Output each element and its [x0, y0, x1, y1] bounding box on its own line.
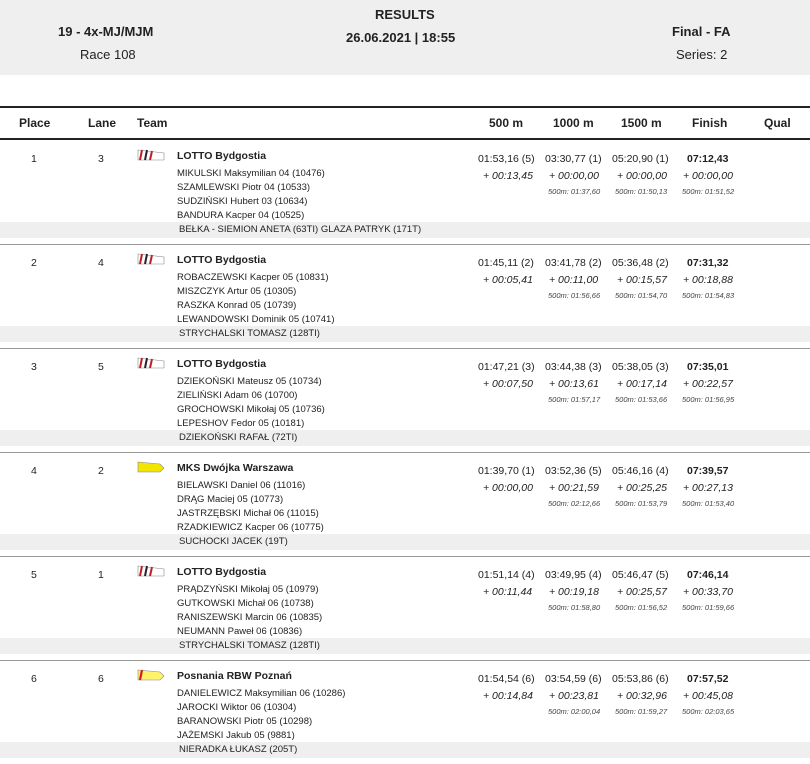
split-1500m-time: 05:53,86 (6): [612, 673, 669, 685]
split-500m-gap: + 00:07,50: [483, 378, 533, 390]
table-top-rule: [0, 106, 810, 108]
race-series: Series: 2: [676, 47, 728, 62]
crew-member: JAROCKI Wiktor 06 (10304): [177, 702, 297, 713]
race-datetime: 26.06.2021 | 18:55: [346, 30, 456, 45]
crew-member: BANDURA Kacper 04 (10525): [177, 210, 305, 221]
split-1500m-gap: + 00:17,14: [617, 378, 667, 390]
finish-pace: 500m: 01:54,83: [682, 291, 735, 300]
split-500m-time: 01:51,14 (4): [478, 569, 535, 581]
finish-time: 07:39,57: [687, 465, 729, 477]
split-500m-time: 01:45,11 (2): [478, 257, 534, 269]
finish-time: 07:35,01: [687, 361, 729, 373]
split-1000m-pace: 500m: 01:57,17: [548, 395, 601, 404]
finish-gap: + 00:27,13: [683, 482, 733, 494]
team-name: MKS Dwójka Warszawa: [177, 462, 294, 474]
coach-name: DZIEKOŃSKI RAFAŁ (72TI): [179, 432, 298, 443]
coach-name: NIERADKA ŁUKASZ (205T): [179, 744, 298, 755]
team-name: LOTTO Bydgostia: [177, 150, 267, 162]
col-1500m: 1500 m: [621, 116, 662, 130]
split-500m-gap: + 00:13,45: [483, 170, 533, 182]
row-divider: [0, 556, 810, 557]
result-row: [0, 556, 810, 660]
split-1500m-pace: 500m: 01:53,79: [615, 499, 668, 508]
split-1000m-time: 03:30,77 (1): [545, 153, 602, 165]
crew-member: ZIELIŃSKI Adam 06 (10700): [177, 390, 298, 401]
result-row: [0, 348, 810, 452]
split-1000m-time: 03:49,95 (4): [545, 569, 602, 581]
coach-name: BEŁKA - SIEMION ANETA (63TI) GLAZA PATRYK (171T): [179, 224, 422, 235]
split-1000m-gap: + 00:21,59: [549, 482, 599, 494]
finish-pace: 500m: 02:03,65: [682, 707, 735, 716]
crew-member: RZADKIEWICZ Kacper 06 (10775): [177, 522, 324, 533]
crew-member: SZAMLEWSKI Piotr 04 (10533): [177, 182, 311, 193]
crew-member: MIKULSKI Maksymilian 04 (10476): [177, 168, 325, 179]
split-1500m-time: 05:36,48 (2): [612, 257, 669, 269]
club-flag-icon: [136, 252, 166, 266]
split-1000m-gap: + 00:11,00: [549, 274, 599, 286]
lane-value: 6: [98, 673, 104, 685]
row-divider: [0, 452, 810, 453]
finish-gap: + 00:00,00: [683, 170, 733, 182]
split-1500m-time: 05:46,16 (4): [612, 465, 669, 477]
split-1000m-pace: 500m: 01:37,60: [548, 187, 601, 196]
place-value: 5: [31, 569, 37, 581]
race-phase: Final - FA: [672, 24, 731, 39]
crew-member: JAŻEMSKI Jakub 05 (9881): [177, 730, 295, 741]
crew-member: RANISZEWSKI Marcin 06 (10835): [177, 612, 323, 623]
place-value: 4: [31, 465, 37, 477]
club-flag-icon: [136, 564, 166, 578]
result-row: [0, 452, 810, 556]
split-1500m-pace: 500m: 01:54,70: [615, 291, 668, 300]
col-place: Place: [19, 116, 51, 130]
split-1500m-gap: + 00:32,96: [617, 690, 667, 702]
result-row: [0, 660, 810, 764]
split-1000m-time: 03:54,59 (6): [545, 673, 602, 685]
coach-bar: [0, 534, 810, 550]
split-1500m-gap: + 00:15,57: [617, 274, 667, 286]
crew-member: GUTKOWSKI Michał 06 (10738): [177, 598, 314, 609]
team-name: LOTTO Bydgostia: [177, 566, 267, 578]
crew-member: NEUMANN Paweł 06 (10836): [177, 626, 303, 637]
split-1000m-pace: 500m: 02:12,66: [548, 499, 601, 508]
split-1500m-gap: + 00:00,00: [617, 170, 667, 182]
finish-gap: + 00:45,08: [683, 690, 733, 702]
page-title: RESULTS: [375, 7, 435, 22]
split-1000m-time: 03:44,38 (3): [545, 361, 602, 373]
finish-gap: + 00:22,57: [683, 378, 733, 390]
crew-member: DZIEKOŃSKI Mateusz 05 (10734): [177, 376, 322, 387]
crew-member: RASZKA Konrad 05 (10739): [177, 300, 297, 311]
finish-gap: + 00:33,70: [683, 586, 733, 598]
coach-bar: [0, 742, 810, 758]
row-divider: [0, 660, 810, 661]
coach-bar: [0, 638, 810, 654]
split-500m-gap: + 00:00,00: [483, 482, 533, 494]
finish-time: 07:12,43: [687, 153, 729, 165]
col-500m: 500 m: [489, 116, 524, 130]
row-divider: [0, 348, 810, 349]
split-1500m-pace: 500m: 01:53,66: [615, 395, 668, 404]
split-1500m-gap: + 00:25,25: [617, 482, 667, 494]
split-500m-gap: + 00:14,84: [483, 690, 533, 702]
split-500m-gap: + 00:05,41: [483, 274, 533, 286]
split-1000m-pace: 500m: 01:58,80: [548, 603, 601, 612]
crew-member: PRĄDZYŃSKI Mikołaj 05 (10979): [177, 584, 319, 595]
split-1500m-pace: 500m: 01:59,27: [615, 707, 668, 716]
split-500m-time: 01:54,54 (6): [478, 673, 535, 685]
lane-value: 3: [98, 153, 104, 165]
col-1000m: 1000 m: [553, 116, 594, 130]
coach-name: STRYCHALSKI TOMASZ (128TI): [179, 640, 320, 651]
split-500m-time: 01:53,16 (5): [478, 153, 535, 165]
finish-gap: + 00:18,88: [683, 274, 733, 286]
place-value: 3: [31, 361, 37, 373]
finish-pace: 500m: 01:59,66: [682, 603, 735, 612]
team-name: Posnania RBW Poznań: [177, 670, 292, 682]
lane-value: 5: [98, 361, 104, 373]
team-name: LOTTO Bydgostia: [177, 254, 267, 266]
crew-member: GROCHOWSKI Mikołaj 05 (10736): [177, 404, 325, 415]
club-flag-icon: [136, 460, 166, 474]
split-500m-gap: + 00:11,44: [483, 586, 533, 598]
race-number: Race 108: [80, 47, 136, 62]
finish-time: 07:57,52: [687, 673, 729, 685]
crew-member: ROBACZEWSKI Kacper 05 (10831): [177, 272, 329, 283]
finish-time: 07:46,14: [687, 569, 729, 581]
crew-member: SUDZIŃSKI Hubert 03 (10634): [177, 196, 308, 207]
crew-member: LEPESHOV Fedor 05 (10181): [177, 418, 305, 429]
crew-member: DANIELEWICZ Maksymilian 06 (10286): [177, 688, 346, 699]
split-1000m-time: 03:52,36 (5): [545, 465, 602, 477]
event-name: 19 - 4x-MJ/MJM: [58, 24, 154, 39]
finish-time: 07:31,32: [687, 257, 729, 269]
split-1000m-pace: 500m: 02:00,04: [548, 707, 601, 716]
club-flag-icon: [136, 356, 166, 370]
crew-member: BARANOWSKI Piotr 05 (10298): [177, 716, 313, 727]
crew-member: JASTRZĘBSKI Michał 06 (11015): [177, 508, 319, 519]
club-flag-icon: [136, 668, 166, 682]
coach-bar: [0, 430, 810, 446]
finish-pace: 500m: 01:51,52: [682, 187, 735, 196]
split-1000m-pace: 500m: 01:56,66: [548, 291, 601, 300]
split-1500m-time: 05:20,90 (1): [612, 153, 669, 165]
place-value: 6: [31, 673, 37, 685]
split-500m-time: 01:47,21 (3): [478, 361, 535, 373]
split-500m-time: 01:39,70 (1): [478, 465, 535, 477]
crew-member: BIELAWSKI Daniel 06 (11016): [177, 480, 306, 491]
crew-member: MISZCZYK Artur 05 (10305): [177, 286, 297, 297]
split-1000m-gap: + 00:00,00: [549, 170, 599, 182]
coach-name: SUCHOCKI JACEK (19T): [179, 536, 288, 547]
coach-bar: [0, 326, 810, 342]
split-1500m-time: 05:46,47 (5): [612, 569, 669, 581]
split-1000m-gap: + 00:13,61: [549, 378, 599, 390]
lane-value: 2: [98, 465, 104, 477]
crew-member: LEWANDOWSKI Dominik 05 (10741): [177, 314, 335, 325]
lane-value: 1: [98, 569, 104, 581]
finish-pace: 500m: 01:53,40: [682, 499, 735, 508]
split-1000m-gap: + 00:23,81: [549, 690, 599, 702]
finish-pace: 500m: 01:56,95: [682, 395, 735, 404]
row-divider: [0, 244, 810, 245]
results-header: [0, 0, 810, 75]
split-1500m-gap: + 00:25,57: [617, 586, 667, 598]
result-row: [0, 244, 810, 348]
coach-name: STRYCHALSKI TOMASZ (128TI): [179, 328, 320, 339]
result-row: [0, 140, 810, 244]
col-qual: Qual: [764, 116, 791, 130]
coach-bar: [0, 222, 810, 238]
lane-value: 4: [98, 257, 104, 269]
place-value: 1: [31, 153, 37, 165]
split-1000m-time: 03:41,78 (2): [545, 257, 602, 269]
split-1500m-time: 05:38,05 (3): [612, 361, 669, 373]
col-team: Team: [137, 116, 168, 130]
split-1000m-gap: + 00:19,18: [549, 586, 599, 598]
split-1500m-pace: 500m: 01:56,52: [615, 603, 668, 612]
club-flag-icon: [136, 148, 166, 162]
team-name: LOTTO Bydgostia: [177, 358, 267, 370]
place-value: 2: [31, 257, 37, 269]
col-finish: Finish: [692, 116, 728, 130]
split-1500m-pace: 500m: 01:50,13: [615, 187, 668, 196]
crew-member: DRĄG Maciej 05 (10773): [177, 494, 284, 505]
col-lane: Lane: [88, 116, 117, 130]
